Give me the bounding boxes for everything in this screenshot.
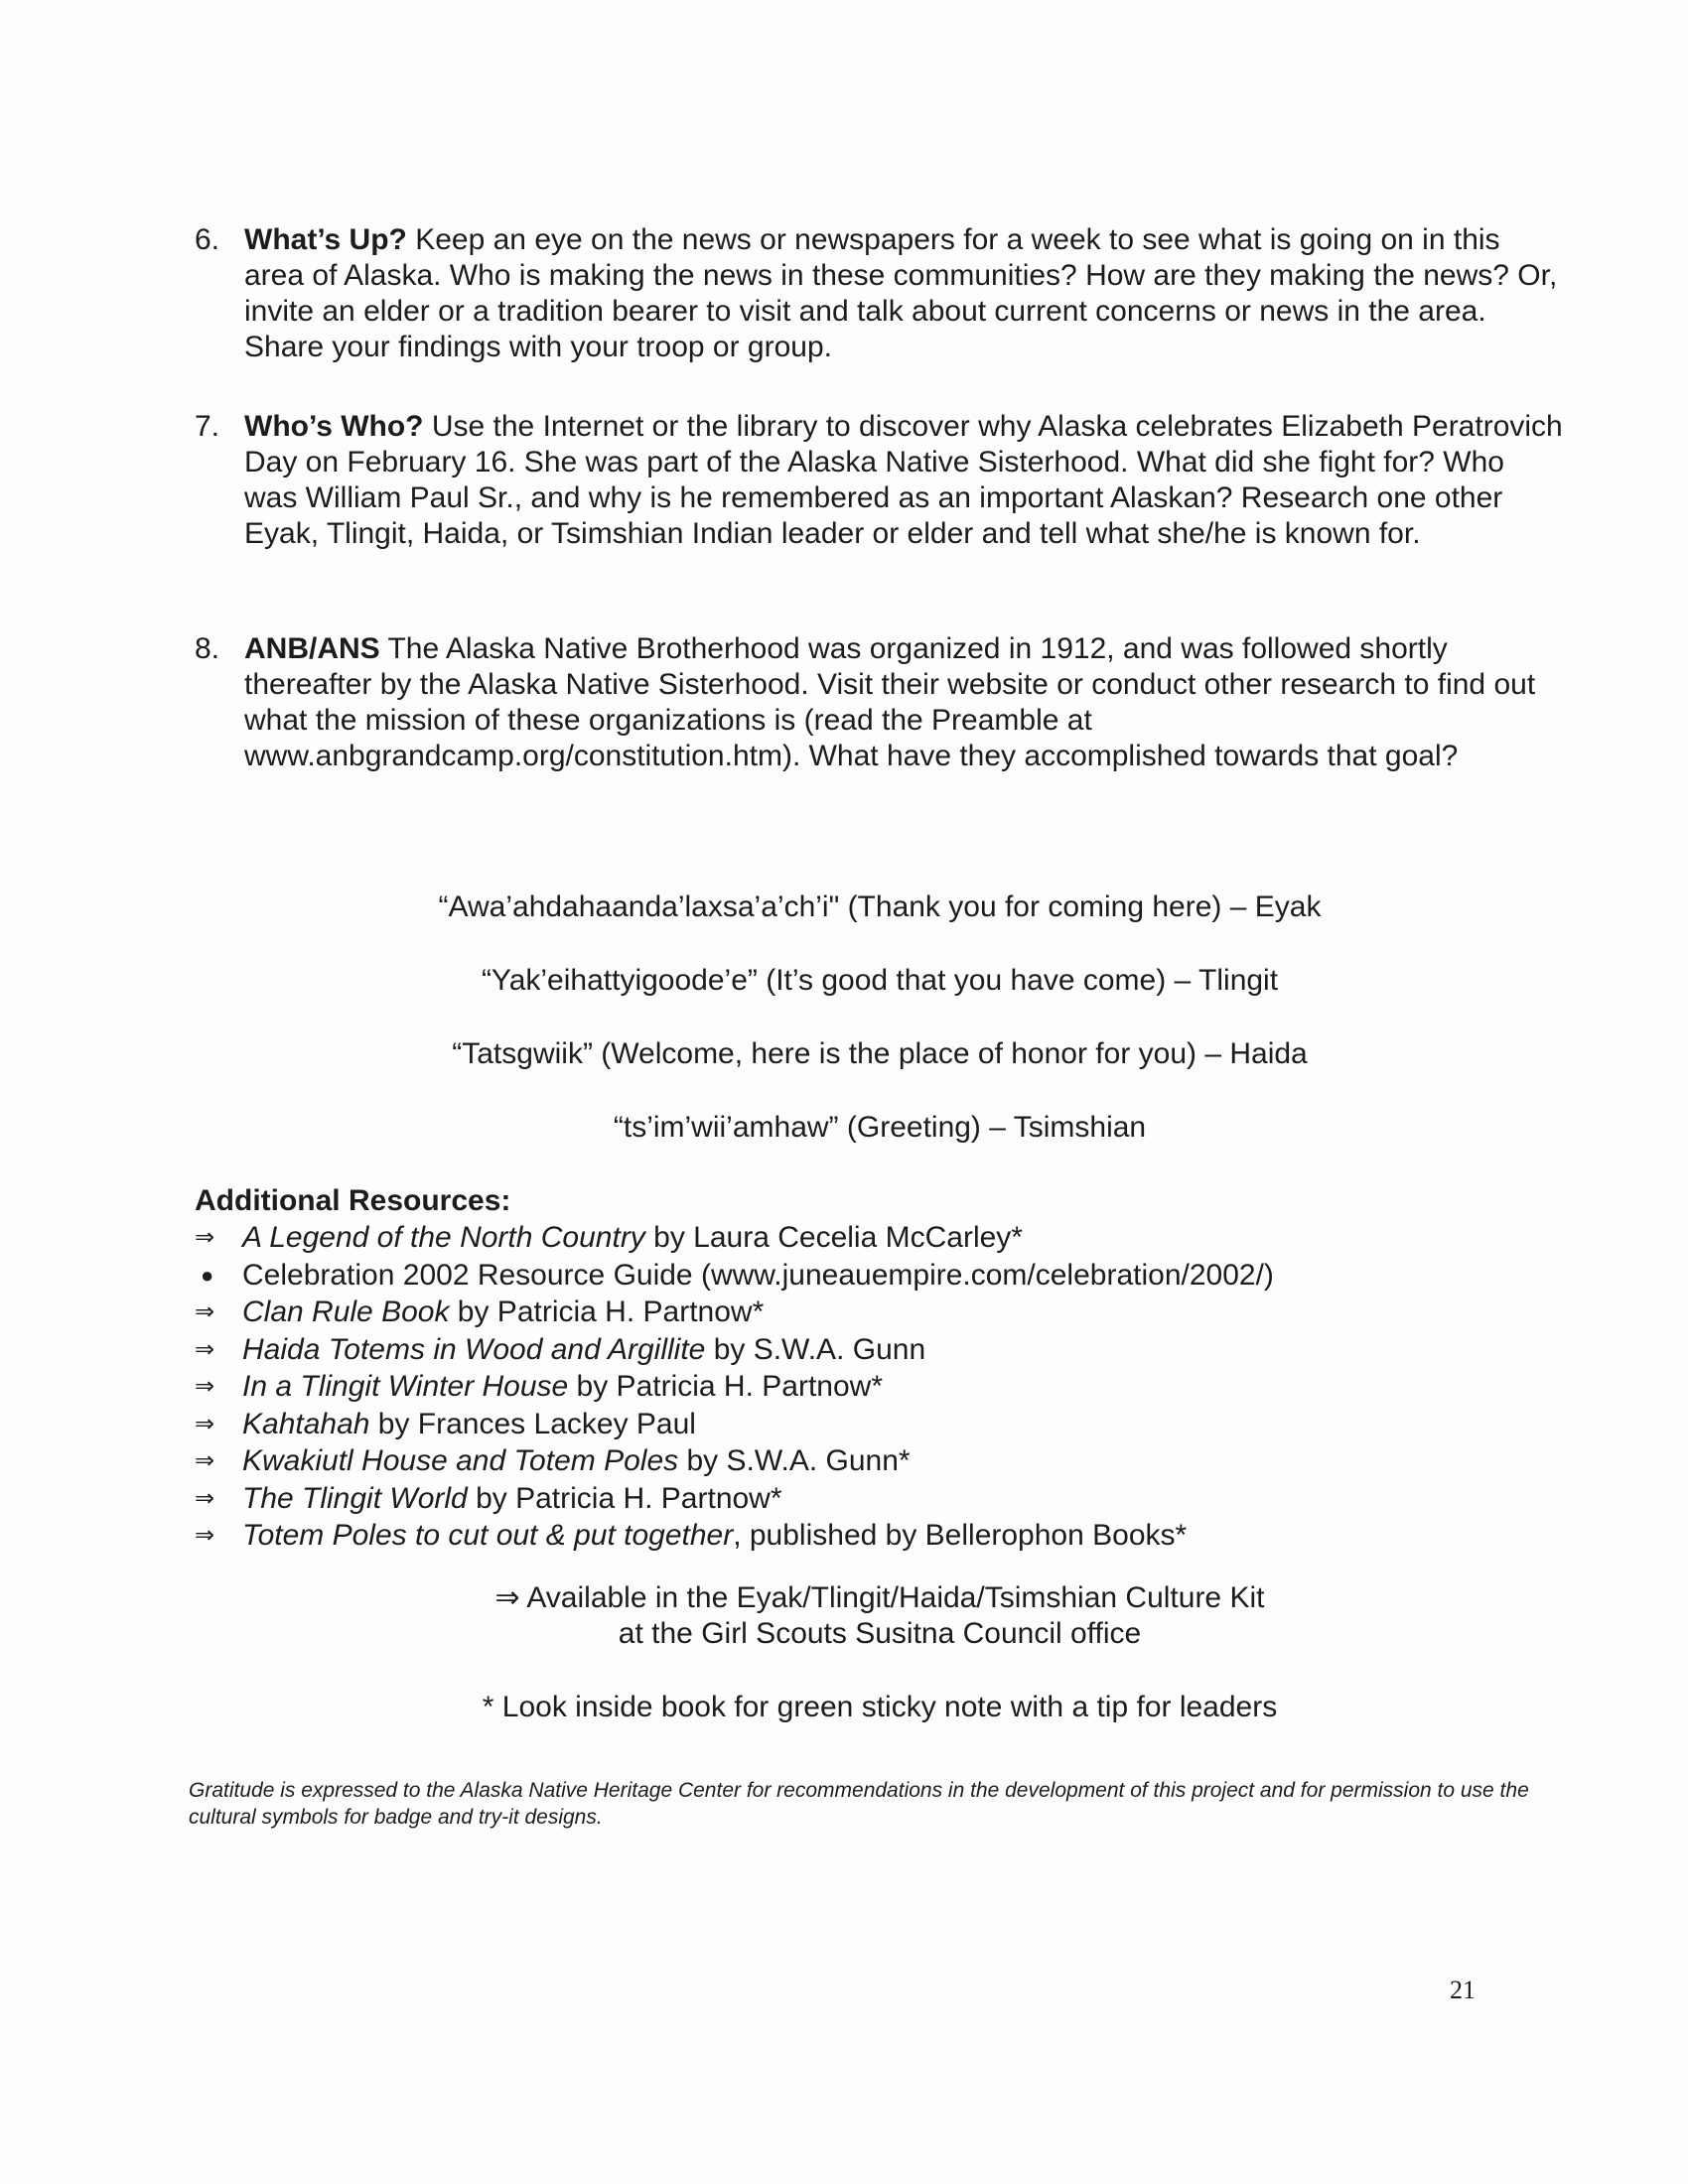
resource-title: Kwakiutl House and Totem Poles [242, 1444, 679, 1477]
resource-title: In a Tlingit Winter House [242, 1370, 569, 1403]
arrow-icon: ⇒ [195, 1373, 215, 1400]
item-text: The Alaska Native Brotherhood was organized in 1912, and was followed shortly thereafter by the Alaska Native Sisterhood. Visit their website or conduct other research to find out what the mission of these organizations is (read the Preamble at www.anbgrandcamp.org/constitution.htm). What have they accomplished towards that goal? [244, 632, 1536, 772]
resource-title: Clan Rule Book [242, 1296, 450, 1328]
resource-item [195, 1219, 1565, 1257]
resource-title: Totem Poles to cut out & put together [242, 1519, 734, 1552]
greeting-tsimshian: “ts’im’wii’amhaw” (Greeting) – Tsimshian [613, 1111, 1147, 1144]
sticky-note-tip: * Look inside book for green sticky note with a tip for leaders [482, 1691, 1278, 1723]
page-number: 21 [1450, 1976, 1476, 2004]
resource-item [195, 1368, 1565, 1406]
item-heading: Who’s Who? [244, 410, 424, 443]
item-text: Use the Internet or the library to discover why Alaska celebrates Elizabeth Peratrovich Day on February 16. She was part of the Alaska Native Sisterhood. What did she fight for? Who was William Paul Sr., and why is he remembered as an important Alaskan? Research one other Eyak, Tlingit, Haida, or Tsimshian Indian leader or elder and tell what she/he is known for. [244, 410, 1563, 550]
arrow-icon: ⇒ [195, 1447, 215, 1474]
resource-author: by Patricia H. Partnow* [449, 1296, 765, 1328]
resource-item [195, 1442, 1565, 1480]
resources-heading: Additional Resources: [195, 1184, 511, 1217]
arrow-icon: ⇒ [195, 1522, 215, 1549]
greeting-eyak: “Awa’ahdahaanda’laxsa’a’ch’i" (Thank you for coming here) – Eyak [438, 890, 1322, 923]
activity-item-6 [195, 222, 1565, 365]
resource-title: A Legend of the North Country [242, 1221, 645, 1254]
resource-author: by Frances Lackey Paul [369, 1407, 696, 1440]
greeting-haida: “Tatsgwiik” (Welcome, here is the place of honor for you) – Haida [452, 1037, 1308, 1070]
item-number: 6. [195, 223, 220, 256]
item-number: 7. [195, 410, 220, 443]
resource-author: by S.W.A. Gunn [705, 1332, 926, 1366]
activity-item-8 [195, 631, 1565, 774]
gratitude-note: Gratitude is expressed to the Alaska Native Heritage Center for recommendations in the development of this project and for permission to use the cultural symbols for badge and try-it designs. [189, 1779, 1529, 1829]
resources-list [195, 1219, 1565, 1555]
arrow-icon: ⇒ [195, 1484, 215, 1512]
arrow-icon: ⇒ [195, 1298, 215, 1325]
culture-kit-note-line2: at the Girl Scouts Susitna Council office [618, 1617, 1142, 1650]
resource-item [195, 1480, 1565, 1518]
resource-item [195, 1294, 1565, 1331]
resource-author: , published by Bellerophon Books* [733, 1519, 1188, 1552]
item-number: 8. [195, 632, 220, 665]
resource-author: by Patricia H. Partnow* [467, 1481, 782, 1515]
culture-kit-note-line1: ⇒ Available in the Eyak/Tlingit/Haida/Tsimshian Culture Kit [494, 1581, 1265, 1614]
resource-author: Celebration 2002 Resource Guide (www.juneauempire.com/celebration/2002/) [242, 1258, 1274, 1292]
arrow-icon: ⇒ [195, 1224, 215, 1251]
resource-title: Kahtahah [242, 1407, 370, 1440]
resource-item [195, 1257, 1565, 1295]
resource-item [195, 1331, 1565, 1369]
greeting-tlingit: “Yak’eihattyigoode’e” (It’s good that you have come) – Tlingit [481, 964, 1279, 997]
resource-author: by Patricia H. Partnow* [568, 1370, 883, 1403]
resource-title: The Tlingit World [242, 1481, 468, 1515]
resource-item [195, 1406, 1565, 1443]
item-heading: What’s Up? [244, 223, 407, 256]
item-text: Keep an eye on the news or newspapers for a week to see what is going on in this area of Alaska. Who is making the news in these communities? How are they making the news? Or, invite an elder or a tradition bearer to visit and talk about current concerns or news in the area. Share your findings with your troop or group. [244, 223, 1558, 363]
resource-author: by Laura Cecelia McCarley* [644, 1221, 1023, 1254]
resource-title: Haida Totems in Wood and Argillite [242, 1332, 706, 1366]
resource-author: by S.W.A. Gunn* [678, 1444, 911, 1477]
activity-item-7 [195, 409, 1565, 552]
bullet-icon: ● [201, 1262, 214, 1288]
arrow-icon: ⇒ [195, 1410, 215, 1437]
resource-item [195, 1517, 1565, 1555]
arrow-icon: ⇒ [195, 1335, 215, 1363]
item-heading: ANB/ANS [244, 632, 380, 665]
